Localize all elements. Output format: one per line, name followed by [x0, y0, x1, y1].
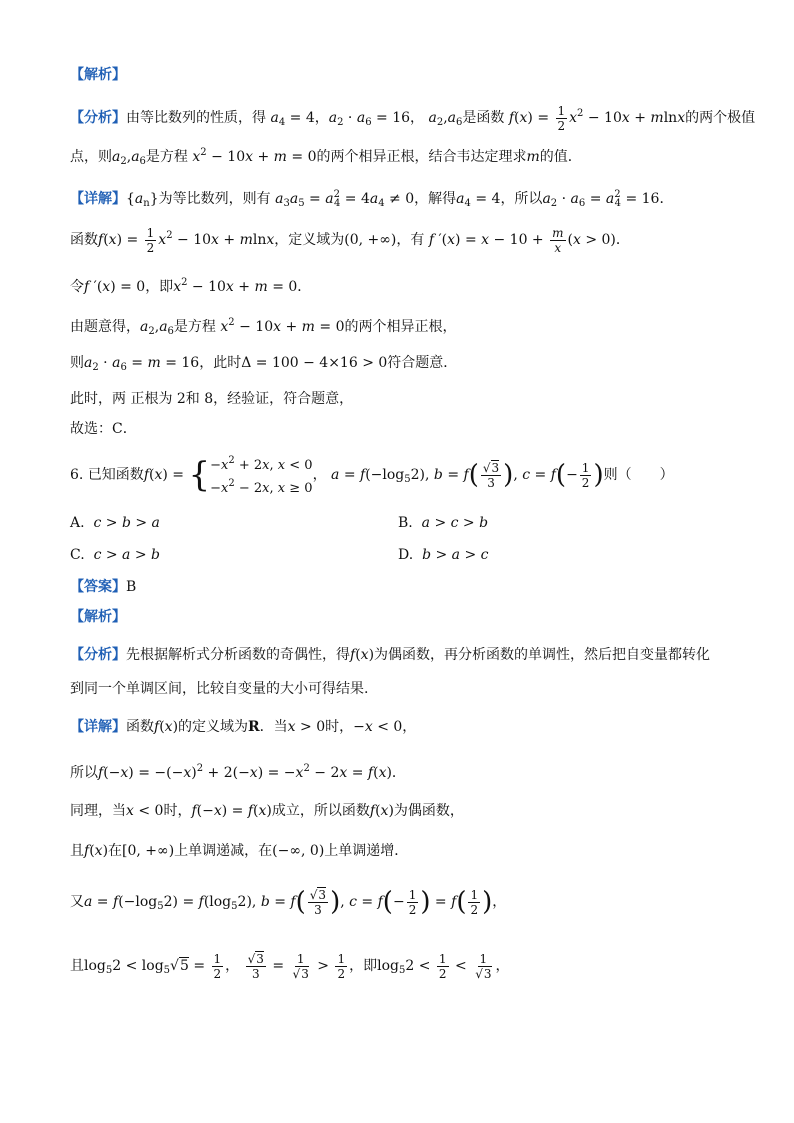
option-a: A. c > b > a: [70, 515, 160, 531]
youti-line: 由题意得，$a_2,a_6$是方程 $x^2 - 10x + m = 0$的两个相异正根，: [70, 317, 457, 337]
qie-line: 且f(x)在[0, +∞)上单调递减，在(−∞, 0)上单调递增．: [70, 843, 409, 859]
fenxi-line-1: 【分析】由等比数列的性质，得 $a_4 = 4$，$a_2 \cdot a_6 = 16$， $a_2,a_6$是函数 f(x) = $\frac{1}{2}$ $x^2 - 10x + mlnx$的两个极值: [70, 103, 756, 133]
qie2-line: 且$\log_52 < \log_5√5$ = $\frac{1}{2}$ ， $\frac{√3}{3}$ = $\frac{1}{√3}$ > $\frac{1}{2}$ ，即$\log_52$ < $\frac{1}{2}$ < $\frac{1}{√3}$ ，: [70, 951, 510, 981]
question-6-stem: 6. 已知函数f(x) = { $-x^2 + 2x$, x < 0 $-x^2 - 2x$, x ≥ 0 ， $a = f(-\log_52)$, b = f( $\frac{√3}{3}$ ), c = f(− $\frac{1}{2}$ )则（ ）: [70, 455, 674, 496]
xiangjie-line-2: 函数f(x) = $\frac{1}{2}$ $x^2 - 10x + mlnx$，定义域为(0, +∞)，有 f ′(x) = x − 10 + $\frac{m}{x}$ (x > 0)．: [70, 225, 630, 255]
ling-line: 令f ′(x) = 0，即$x^2 - 10x + m = 0$．: [70, 277, 312, 295]
answer-line: 【答案】B: [70, 579, 137, 595]
suoyi-line: 所以$f(-x) = -(-x)^2 + 2(-x) = -x^2 - 2x = f(x)$．: [70, 763, 406, 781]
option-d: D. b > a > c: [398, 547, 489, 563]
fenxi2-line-2: 到同一个单调区间，比较自变量的大小可得结果.: [70, 681, 369, 697]
fenxi-line-2: 点，则$a_2,a_6$是方程 $x^2 - 10x + m = 0$的两个相异正根，结合韦达定理求m的值．: [70, 147, 582, 167]
jiexi-label-2: 【解析】: [70, 609, 126, 625]
option-c: C. c > a > b: [70, 547, 160, 563]
option-b: B. a > c > b: [398, 515, 489, 531]
ze-line: 则$a_2 \cdot a_6 = m = 16$，此时Δ = 100 − 4×16 > 0符合题意．: [70, 355, 458, 373]
jiexi-label-1: 【解析】: [70, 67, 126, 83]
cishi-line: 此时，两 正根为 2和 8，经验证，符合题意，: [70, 391, 354, 407]
you-line: 又$a = f(-\log_52) = f(\log_52)$, b = f( $\frac{√3}{3}$ ), c = f(− $\frac{1}{2}$ ) = f( $\frac{1}{2}$ )，: [70, 887, 507, 917]
guxuan-line: 故选：C．: [70, 421, 137, 437]
xiangjie-line-1: 【详解】$\{a_n\}$为等比数列，则有 $a_3a_5 = a^2_4 = 4a_4 \ne 0$，解得$a_4 = 4$，所以$a_2 \cdot a_6 = a^2_4 = 16$．: [70, 189, 674, 209]
fenxi2-line-1: 【分析】先根据解析式分析函数的奇偶性，得f(x)为偶函数，再分析函数的单调性，然后把自变量都转化: [70, 647, 711, 663]
tongli-line: 同理，当x < 0时，f(−x) = f(x)成立，所以函数f(x)为偶函数，: [70, 803, 464, 819]
xiangjie2-line-1: 【详解】函数f(x)的定义域为R．当x > 0时，−x < 0，: [70, 719, 417, 735]
